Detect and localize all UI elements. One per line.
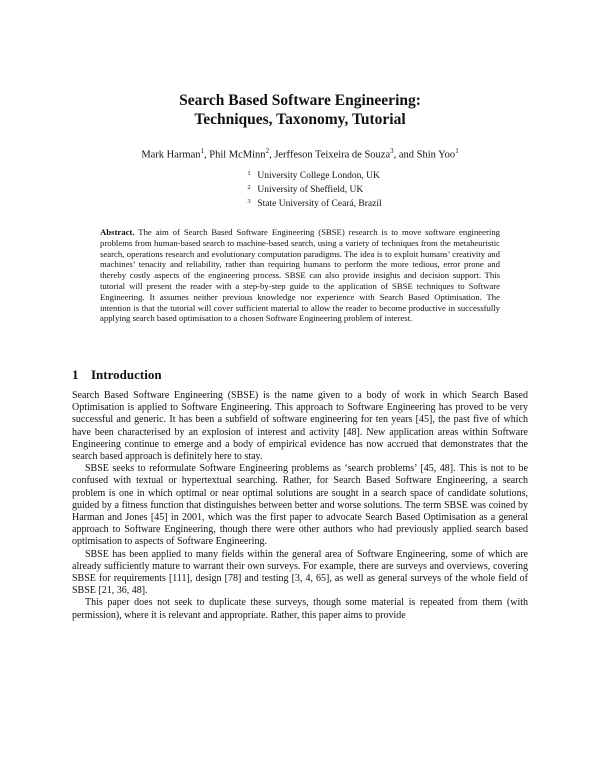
affiliation-text: State University of Ceará, Brazil — [257, 199, 382, 209]
affiliation — [243, 168, 382, 182]
abstract — [100, 227, 500, 324]
author-affil-mark: 3 — [390, 147, 394, 155]
affiliation-text: University of Sheffield, UK — [257, 185, 364, 195]
author-affil-mark: 2 — [265, 147, 270, 155]
abstract-label: Abstract. — [100, 227, 135, 237]
author-name: Mark Harman — [141, 149, 201, 161]
section-body — [72, 390, 528, 622]
section-title: Introduction — [91, 367, 162, 382]
author-list: Mark Harman$^1$, Phil McMinn$^2$, Jerffeson Teixeira de Souza$^3$, and Shin Yoo$^1$ — [141, 147, 459, 161]
affiliation-mark: 3 — [247, 198, 251, 205]
paragraph: This paper does not seek to duplicate these surveys, though some material is repeated from them (with permission), where it is relevant and appropriate. Rather, this paper aims to provide — [72, 597, 528, 621]
affiliation-mark: 2 — [247, 184, 251, 191]
author-name: Phil McMinn — [209, 149, 266, 161]
affiliation — [243, 182, 382, 196]
section-number: 1 — [72, 367, 79, 382]
affiliation-text: University College London, UK — [257, 171, 380, 181]
author-name: Shin Yoo — [416, 149, 456, 161]
section-heading — [72, 367, 162, 383]
author-affil-mark: 1 — [455, 147, 459, 155]
paper-title-line-2: Techniques, Taxonomy, Tutorial — [194, 111, 406, 128]
paragraph: SBSE has been applied to many fields within the general area of Software Engineering, some of which are already sufficiently mature to warrant their own surveys. For example, there are surveys and overviews, covering SBSE for requirements [111], design [78] and testing [3, 4, 65], as well as general surveys of the whole field of SBSE [21, 36, 48]. — [72, 548, 528, 597]
paper-title-line-1: Search Based Software Engineering: — [179, 92, 421, 109]
paragraph: Search Based Software Engineering (SBSE) is the name given to a body of work in which Search Based Optimisation is applied to Software Engineering. This approach to Software Engineering has proved to be very successful and generic. It has been a subfield of software engineering for ten years [45], the past five of which have been characterised by an explosion of interest and activity [48]. New application areas within Software Engineering continue to emerge and a body of empirical evidence has now accrued that demonstrates that the search based approach is definitely here to stay. — [72, 390, 528, 463]
abstract-text: The aim of Search Based Software Engineering (SBSE) research is to move software engineering problems from human-based search to machine-based search, using a variety of techniques from the metaheuristic search, operations research and evolutionary computation paradigms. The idea is to exploit humans’ creativity and machines’ tenacity and reliability, rather than requiring humans to perform the more tedious, error prone and thereby costly aspects of the engineering process. SBSE can also provide insights and decision support. This tutorial will present the reader with a step-by-step guide to the application of SBSE techniques to Software Engineering. It assumes neither previous knowledge nor experience with Search Based Optimisation. The intention is that the tutorial will cover sufficient material to allow the reader to become productive in successfully applying search based optimisation to a chosen Software Engineering problem of interest. — [100, 227, 501, 324]
affiliation-list — [243, 168, 382, 210]
affiliation — [243, 196, 382, 210]
author-affil-mark: 1 — [200, 147, 204, 155]
paragraph: SBSE seeks to reformulate Software Engineering problems as ‘search problems’ [45, 48]. This is not to be confused with textual or hypertextual searching. Rather, for Search Based Software Engineering, a search problem is one in which optimal or near optimal solutions are sought in a search space of candidate solutions, guided by a fitness function that distinguishes between better and worse solutions. The term SBSE was coined by Harman and Jones [45] in 2001, which was the first paper to advocate Search Based Optimisation as a general approach to Software Engineering, though there were other authors who had previously applied search based optimisation to aspects of Software Engineering. — [72, 463, 528, 548]
author-name: Jerffeson Teixeira de Souza — [274, 149, 391, 161]
affiliation-mark: 1 — [247, 170, 251, 177]
